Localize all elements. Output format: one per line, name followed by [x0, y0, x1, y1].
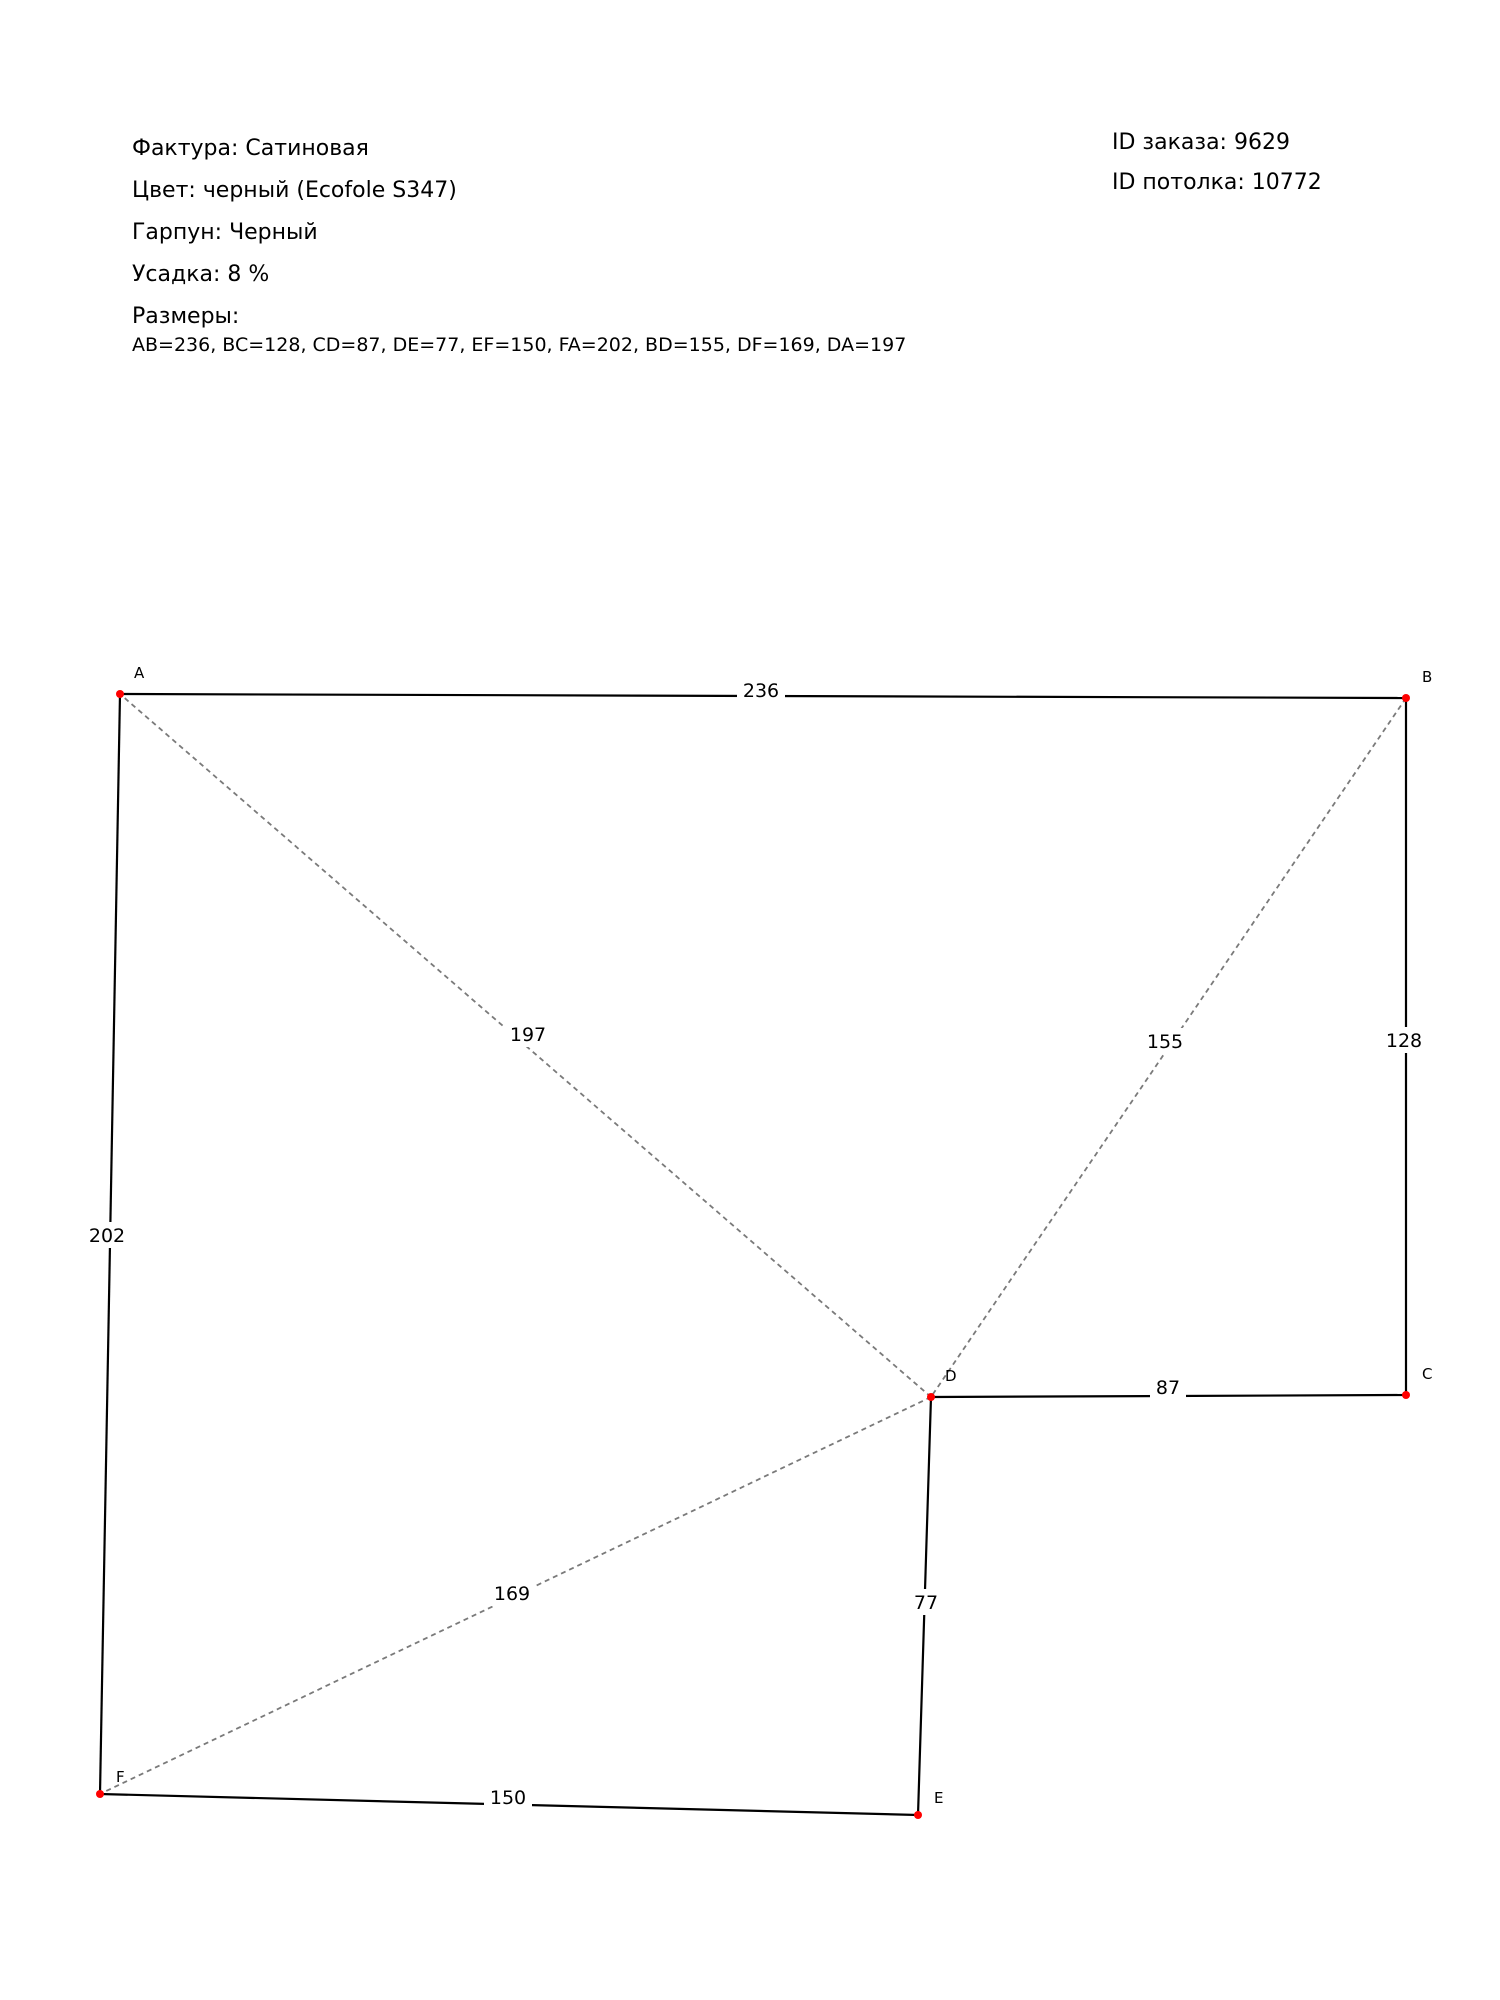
wall-ab-length-label: 236: [742, 680, 780, 702]
wall-ef-length-label: 150: [489, 1787, 527, 1809]
ceiling-id-value: 10772: [1251, 170, 1322, 195]
harpoon-value: Черный: [229, 220, 318, 245]
texture-label: Фактура:: [132, 136, 239, 161]
texture-value: Сатиновая: [245, 136, 369, 161]
vertex-c-dot: [1402, 1391, 1410, 1399]
order-id-label: ID заказа:: [1112, 130, 1227, 155]
vertex-c-label: C: [1422, 1365, 1433, 1383]
color-label: Цвет:: [132, 178, 196, 203]
vertex-b-label: B: [1422, 668, 1433, 686]
diagonal-bd-length-label: 155: [1146, 1031, 1184, 1053]
wall-fa-length-label: 202: [88, 1225, 126, 1247]
sizes-list: AB=236, BC=128, CD=87, DE=77, EF=150, FA=202, BD=155, DF=169, DA=197: [132, 334, 907, 356]
vertex-a-dot: [116, 690, 124, 698]
vertex-a-label: A: [134, 664, 145, 682]
wall-cd-length-label: 87: [1155, 1377, 1181, 1399]
sizes-title: Размеры:: [132, 304, 240, 329]
ceiling-id-label: ID потолка:: [1112, 170, 1245, 195]
vertex-d-label: D: [945, 1367, 957, 1385]
wall-bc-length-label: 128: [1385, 1030, 1423, 1052]
order-id-value: 9629: [1233, 130, 1290, 155]
diagonal-da-length-label: 197: [509, 1024, 547, 1046]
wall-de-length-label: 77: [913, 1592, 939, 1614]
color-value: черный (Ecofole S347): [202, 178, 457, 203]
harpoon-label: Гарпун:: [132, 220, 223, 245]
vertex-e-dot: [914, 1811, 922, 1819]
shrink-value: 8 %: [227, 262, 270, 287]
vertex-d-dot: [927, 1393, 935, 1401]
diagonal-df-length-label: 169: [493, 1583, 531, 1605]
vertices-layer: [96, 664, 1432, 1819]
shrink-label: Усадка:: [132, 262, 221, 287]
length-labels-layer: [83, 677, 1428, 1810]
walls-layer: [100, 694, 1406, 1815]
vertex-f-dot: [96, 1790, 104, 1798]
vertex-f-label: F: [116, 1768, 125, 1786]
diagonals-layer: [100, 694, 1406, 1794]
vertex-b-dot: [1402, 694, 1410, 702]
vertex-e-label: E: [934, 1789, 944, 1807]
